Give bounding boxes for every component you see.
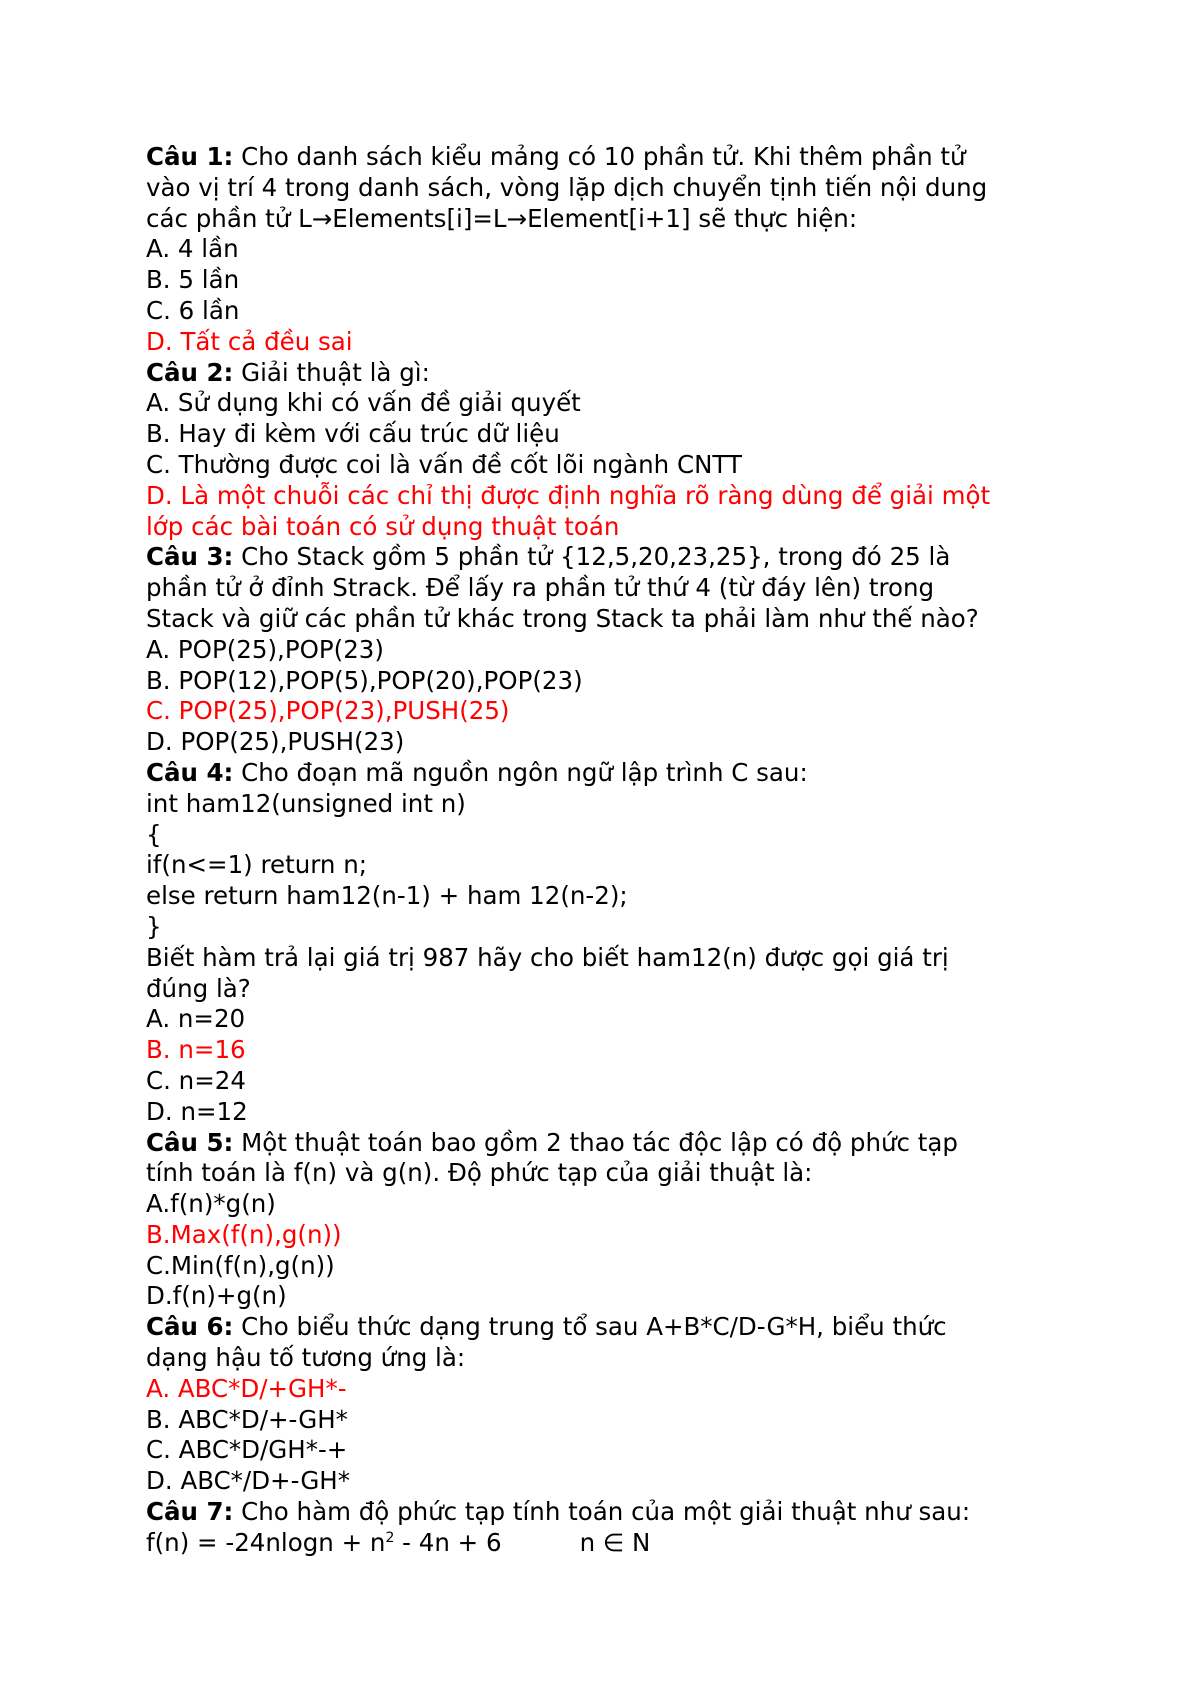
q1-text: Cho danh sách kiểu mảng có 10 phần tử. Khi thêm phần tử: [233, 142, 966, 171]
q6-line-2: dạng hậu tố tương ứng là:: [146, 1343, 466, 1373]
q4-code-line-2: {: [146, 819, 162, 849]
q4-code-line-1: int ham12(unsigned int n): [146, 788, 466, 818]
q1-label: Câu 1:: [146, 142, 234, 171]
q1-option-b: B. 5 lần: [146, 265, 240, 295]
q7-formula-part-b: - 4n + 6: [394, 1527, 502, 1557]
q7-formula-superscript: 2: [385, 1529, 395, 1546]
q1-option-a: A. 4 lần: [146, 234, 239, 264]
q7-text: Cho hàm độ phức tạp tính toán của một giải thuật như sau:: [233, 1497, 971, 1527]
q3-option-c-answer: C. POP(25),POP(23),PUSH(25): [146, 696, 510, 726]
q5-label: Câu 5:: [146, 1127, 234, 1157]
q1-option-d-answer: D. Tất cả đều sai: [146, 326, 353, 356]
q4-option-a: A. n=20: [146, 1004, 246, 1034]
q2-option-d-answer-line-1: D. Là một chuỗi các chỉ thị được định nghĩa rõ ràng dùng để giải một: [146, 480, 991, 510]
q4-prompt-line-2: đúng là?: [146, 973, 251, 1003]
q4-option-d: D. n=12: [146, 1096, 248, 1126]
q4-label: Câu 4:: [146, 757, 234, 787]
q7-formula-domain: n ∈ N: [579, 1527, 651, 1557]
q6-option-b: B. ABC*D/+-GH*: [146, 1404, 348, 1434]
q3-line-3: Stack và giữ các phần tử khác trong Stack ta phải làm như thế nào?: [146, 603, 979, 633]
q6-text: Cho biểu thức dạng trung tổ sau A+B*C/D-G*H, biểu thức: [233, 1312, 947, 1342]
q6-option-c: C. ABC*D/GH*-+: [146, 1435, 348, 1465]
q5-option-a: A.f(n)*g(n): [146, 1189, 276, 1219]
q5-option-b-answer: B.Max(f(n),g(n)): [146, 1219, 342, 1249]
q1-option-c: C. 6 lần: [146, 295, 240, 325]
q5-option-c: C.Min(f(n),g(n)): [146, 1250, 335, 1280]
q2-option-d-answer-line-2: lớp các bài toán có sử dụng thuật toán: [146, 511, 620, 541]
q3-line-2: phần tử ở đỉnh Strack. Để lấy ra phần tử thứ 4 (từ đáy lên) trong: [146, 573, 935, 603]
q4-text: Cho đoạn mã nguồn ngôn ngữ lập trình C sau:: [233, 757, 808, 787]
q1-line-2: vào vị trí 4 trong danh sách, vòng lặp dịch chuyển tịnh tiến nội dung: [146, 172, 988, 202]
q2-label: Câu 2:: [146, 357, 234, 387]
q3-line-1: [146, 542, 1146, 573]
q2-option-b: B. Hay đi kèm với cấu trúc dữ liệu: [146, 419, 560, 449]
document-page: [146, 142, 1146, 1559]
q6-option-d: D. ABC*/D+-GH*: [146, 1466, 350, 1496]
q4-line-1: [146, 758, 1146, 789]
q3-option-a: A. POP(25),POP(23): [146, 634, 384, 664]
q5-line-2: tính toán là f(n) và g(n). Độ phức tạp của giải thuật là:: [146, 1158, 813, 1188]
q1-line-3: các phần tử L→Elements[i]=L→Element[i+1] sẽ thực hiện:: [146, 203, 858, 233]
q4-prompt-line-1: Biết hàm trả lại giá trị 987 hãy cho biết ham12(n) được gọi giá trị: [146, 942, 949, 972]
q4-option-b-answer: B. n=16: [146, 1035, 246, 1065]
q2-option-c: C. Thường được coi là vấn đề cốt lõi ngành CNTT: [146, 449, 742, 479]
q4-option-c: C. n=24: [146, 1065, 246, 1095]
q3-option-d: D. POP(25),PUSH(23): [146, 727, 405, 757]
q6-label: Câu 6:: [146, 1312, 234, 1342]
q7-formula: [146, 1528, 1146, 1559]
q2-line-1: [146, 358, 1146, 389]
q4-code-line-4: else return ham12(n-1) + ham 12(n-2);: [146, 881, 628, 911]
q3-option-b: B. POP(12),POP(5),POP(20),POP(23): [146, 665, 583, 695]
q3-label: Câu 3:: [146, 542, 234, 572]
q7-line-1: [146, 1497, 1146, 1528]
q6-option-a-answer: A. ABC*D/+GH*-: [146, 1373, 347, 1403]
q2-option-a: A. Sử dụng khi có vấn đề giải quyết: [146, 388, 581, 418]
q7-label: Câu 7:: [146, 1497, 234, 1527]
q4-code-line-5: }: [146, 911, 162, 941]
q3-text: Cho Stack gồm 5 phần tử {12,5,20,23,25}, trong đó 25 là: [233, 542, 951, 572]
q6-line-1: [146, 1312, 1146, 1343]
q5-option-d: D.f(n)+g(n): [146, 1281, 287, 1311]
q4-code-line-3: if(n<=1) return n;: [146, 850, 367, 880]
q7-formula-part-a: f(n) = -24nlogn + n: [146, 1527, 386, 1557]
q5-text: Một thuật toán bao gồm 2 thao tác độc lập có độ phức tạp: [233, 1127, 958, 1157]
q2-text: Giải thuật là gì:: [233, 357, 430, 387]
q1-line-1: [146, 142, 1146, 173]
q5-line-1: [146, 1128, 1146, 1159]
